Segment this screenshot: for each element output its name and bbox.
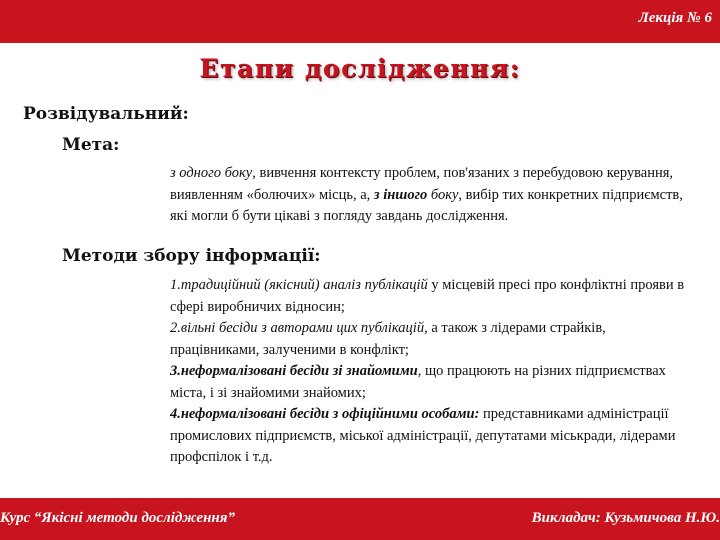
method-item bbox=[170, 361, 690, 404]
teacher-name: Викладач: Кузьмичова Н.Ю. bbox=[531, 510, 720, 526]
method-title: 4.неформалізовані бесіди з офіційними особами: bbox=[170, 406, 480, 422]
goal-text-2: , вибір тих конкретних підприємств, які могли б бути цікаві з погляду завдань дослідження. bbox=[170, 186, 683, 224]
header-bar bbox=[0, 0, 720, 43]
method-desc: , а також з лідерами страйків, працівниками, залученими в конфлікт; bbox=[170, 320, 606, 358]
section-heading: Розвідувальний: bbox=[23, 104, 189, 124]
goal-text bbox=[170, 163, 690, 228]
method-desc: , що працюють на різних підприємствах міста, і зі знайомими знайомих; bbox=[170, 363, 666, 401]
goal-heading: Мета: bbox=[62, 135, 120, 155]
course-name: Курс “Якісні методи дослідження” bbox=[0, 510, 235, 526]
method-desc: у місцевій пресі про конфліктні прояви в сфері виробничих відносин; bbox=[170, 277, 685, 315]
goal-text-1: , вивчення контексту проблем, пов'язаних з перебудовою керування, виявленням «болючих» місць, а, bbox=[170, 165, 674, 203]
slide-title: Етапи дослідження: bbox=[199, 54, 521, 83]
method-title: 2.вільні бесіди з авторами цих публікацій bbox=[170, 320, 425, 336]
method-item bbox=[170, 275, 690, 318]
method-item bbox=[170, 404, 690, 469]
method-title: 3.неформалізовані бесіди зі знайомими bbox=[170, 363, 418, 379]
goal-emph-1: з одного боку bbox=[170, 165, 253, 181]
method-title: 1.традиційний (якісний) аналіз публікацій bbox=[170, 277, 428, 293]
footer-bar bbox=[0, 498, 720, 540]
method-desc: представниками адміністрації промислових підприємств, міської адміністрації, депутатами міськради, лідерами профспілок і т.д. bbox=[170, 406, 676, 465]
goal-emph-3: боку bbox=[430, 186, 459, 203]
goal-emph-2: з іншого bbox=[373, 186, 428, 203]
method-item bbox=[170, 318, 690, 361]
methods-heading: Методи збору інформації: bbox=[62, 246, 321, 266]
methods-list bbox=[170, 275, 690, 469]
lecture-number: Лекція № 6 bbox=[638, 10, 712, 26]
